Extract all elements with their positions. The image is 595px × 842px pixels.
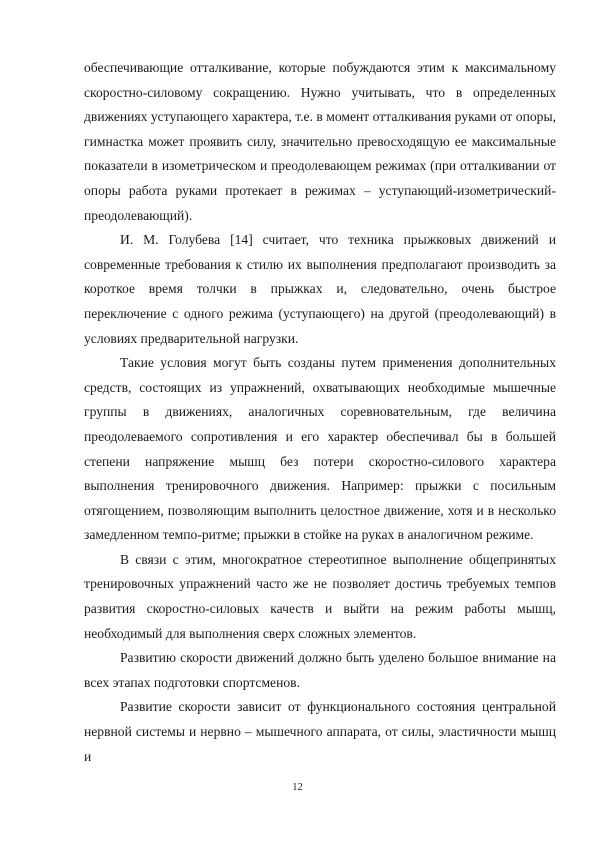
paragraph-golubeva: И. М. Голубева [14] считает, что техника прыжковых движений и современные требования к стилю их выполнения предполагают производить за короткое время толчки в прыжках и, следовательно, очень быстрое переключение с одного режима (уступающего) на другой (преодолевающий) в условиях предварительной нагрузки.: [84, 232, 556, 346]
paragraph-speed-development: Развитие скорости зависит от функционального состояния центральной нервной системы и нервно – мышечного аппарата, от силы, эластичности мышц и: [84, 699, 556, 764]
paragraph-speed-attention: Развитию скорости движений должно быть уделено большое внимание на всех этапах подготовки спортсменов.: [84, 650, 556, 690]
paragraph-stereotype: В связи с этим, многократное стереотипное выполнение общепринятых тренировочных упражнений часто же не позволяет достичь требуемых темпов развития скоростно-силовых качеств и выйти на режим работы мышц, необходимый для выполнения сверх сложных элементов.: [84, 551, 556, 641]
document-body: [84, 56, 556, 769]
paragraph-continuation: обеспечивающие отталкивание, которые побуждаются этим к максимальному скоростно-силовому сокращению. Нужно учитывать, что в определенных движениях уступающего характера, т.е. в момент отталкивания руками от опоры, гимнастка может проявить силу, значительно превосходящую ее максимальные показатели в изометрическом и преодолевающем режимах (при отталкивании от опоры работа руками протекает в режимах – уступающий-изометрический-преодолевающий).: [84, 60, 556, 223]
page-number: 12: [292, 782, 303, 793]
paragraph-conditions: Такие условия могут быть созданы путем применения дополнительных средств, состоящих из упражнений, охватывающих необходимые мышечные группы в движениях, аналогичных соревновательным, где величина преодолеваемого сопротивления и его характер обеспечивал бы в большей степени напряжение мышц без потери скоростно-силового характера выполнения тренировочного движения. Например: прыжки с посильным отягощением, позволяющим выполнить целостное движение, хотя и в несколько замедленном темпо-ритме; прыжки в стойке на руках в аналогичном режиме.: [84, 355, 556, 543]
